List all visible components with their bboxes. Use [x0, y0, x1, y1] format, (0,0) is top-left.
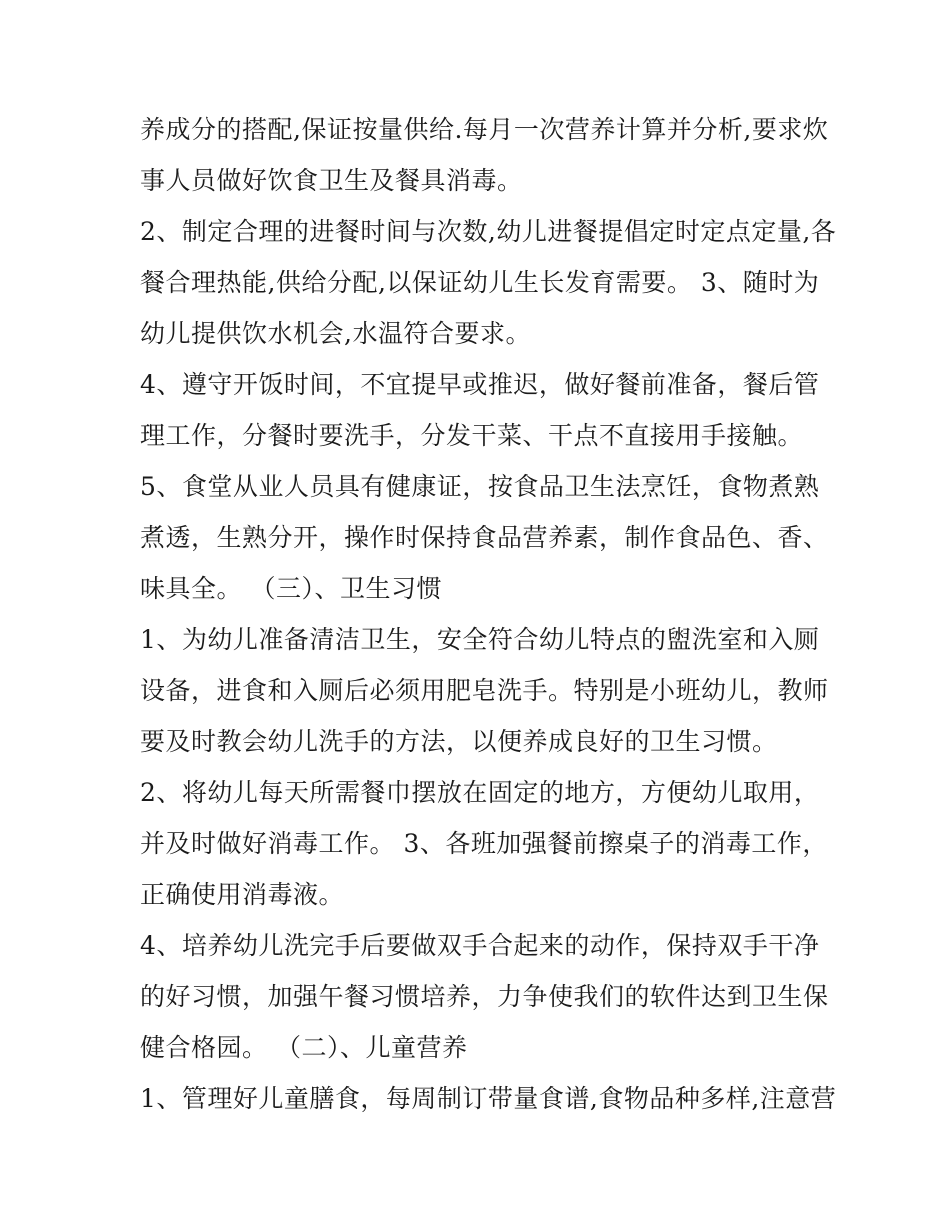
text-line: 1、为幼儿准备清洁卫生，安全符合幼儿特点的盥洗室和入厕 — [140, 625, 820, 654]
text-line: 要及时教会幼儿洗手的方法，以便养成良好的卫生习惯。 — [140, 727, 778, 756]
text-line: 煮透，生熟分开，操作时保持食品营养素，制作食品色、香、 — [140, 523, 829, 552]
section-heading-line: 健合格园。 （二）、儿童营养 — [140, 1033, 468, 1062]
text-line: 设备，进食和入厕后必须用肥皂洗手。特别是小班幼儿，教师 — [140, 676, 829, 705]
text-line: 4、遵守开饭时间，不宜提早或推迟，做好餐前准备，餐后管 — [140, 370, 820, 399]
text-line: 幼儿提供饮水机会,水温符合要求。 — [140, 319, 531, 348]
text-line: 正确使用消毒液。 — [140, 880, 345, 909]
section-heading-line: 味具全。 （三）、卫生习惯 — [140, 574, 442, 603]
text-line: 养成分的搭配,保证按量供给.每月一次营养计算并分析,要求炊 — [140, 115, 829, 144]
text-line: 2、将幼儿每天所需餐巾摆放在固定的地方，方便幼儿取用， — [140, 778, 820, 807]
text-line: 事人员做好饮食卫生及餐具消毒。 — [140, 166, 523, 195]
text-line: 1、管理好儿童膳食，每周制订带量食谱,食物品种多样,注意营 — [140, 1084, 837, 1113]
text-line: 的好习惯，加强午餐习惯培养，力争使我们的软件达到卫生保 — [140, 982, 829, 1011]
document-body — [140, 104, 837, 1124]
text-line: 餐合理热能,供给分配,以保证幼儿生长发育需要。 3、随时为 — [140, 268, 820, 297]
text-line: 4、培养幼儿洗完手后要做双手合起来的动作，保持双手干净 — [140, 931, 820, 960]
text-line: 5、食堂从业人员具有健康证，按食品卫生法烹饪，食物煮熟 — [140, 472, 820, 501]
text-line: 并及时做好消毒工作。 3、各班加强餐前擦桌子的消毒工作， — [140, 829, 828, 858]
text-line: 理工作，分餐时要洗手，分发干菜、干点不直接用手接触。 — [140, 421, 804, 450]
text-line: 2、制定合理的进餐时间与次数,幼儿进餐提倡定时定点定量,各 — [140, 217, 837, 246]
